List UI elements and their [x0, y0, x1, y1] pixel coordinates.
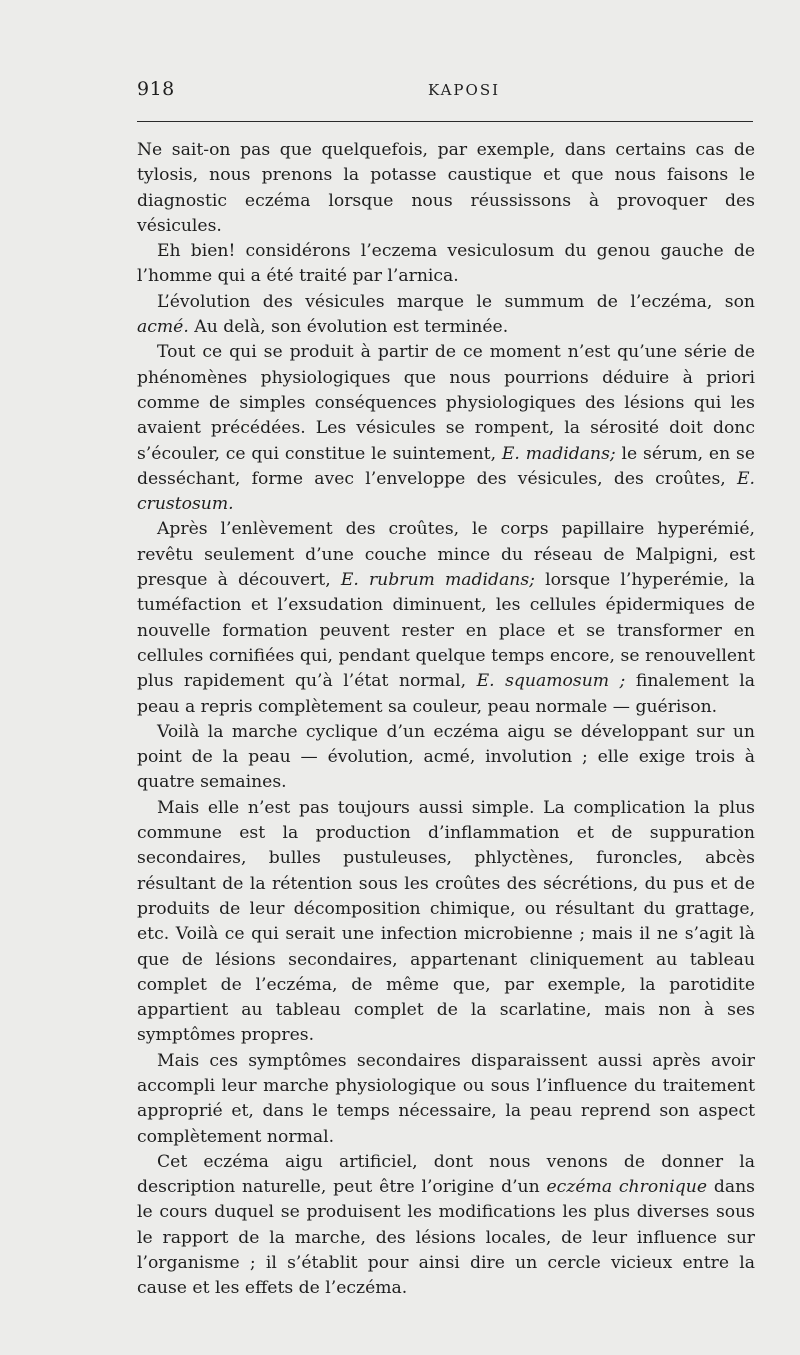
- text-run: Ne sait-on pas que quelquefois, par exemple, dans certains cas de tylosis, nous prenons la potasse caustique et que nous faisons le diagnostic eczéma lorsque nous réussissons à provoquer des vésicules.: [137, 140, 755, 236]
- paragraph: [137, 720, 755, 796]
- text-run: dans le cours duquel se produisent les modifications les plus diverses sous le rapport de la marche, des lésions locales, de leur influence sur l’organisme ; il s’établit pour ainsi dire un cercle vicieux entre la cause et les effets de l’eczéma.: [137, 1177, 755, 1299]
- paragraph: [137, 517, 755, 719]
- paragraph: [137, 1049, 755, 1150]
- paragraph: [137, 239, 755, 290]
- italic-term: eczéma chronique: [546, 1177, 707, 1198]
- text-run: Après l’enlèvement des croûtes, le corps papillaire hyperémié, revêtu seulement d’une couche mince du réseau de Malpigni, est presque à découvert,: [137, 519, 755, 591]
- header-rule: [137, 121, 753, 122]
- text-run: Eh bien! considérons l’eczema vesiculosum du genou gauche de l’homme qui a été traité par l’arnica.: [137, 241, 755, 287]
- paragraph: [137, 290, 755, 341]
- page-header: [137, 78, 755, 104]
- text-run: Mais ces symptômes secondaires disparaissent aussi après avoir accompli leur marche physiologique ou sous l’influence du traitement approprié et, dans le temps nécessaire, la peau reprend son aspect complètement normal.: [137, 1050, 755, 1147]
- running-head: KAPOSI: [428, 81, 501, 99]
- paragraph: [137, 796, 755, 1049]
- paragraph: [137, 138, 755, 239]
- text-run: Tout ce qui se produit à partir de ce moment n’est qu’une série de phénomènes physiologiques que nous pourrions déduire à priori comme de simples conséquences physiologiques des lésions qui les avaient précédées. Les vésicules se rompent, la sérosité doit donc s’écouler, ce qui constitue le suintement,: [137, 342, 755, 464]
- italic-term: acmé.: [137, 317, 189, 338]
- paragraph: [137, 1150, 755, 1302]
- body-text: [137, 138, 755, 1302]
- text-run: Au delà, son évolution est terminée.: [188, 317, 509, 338]
- italic-term: E. squamosum ;: [476, 671, 626, 692]
- text-run: Voilà la marche cyclique d’un eczéma aigu se développant sur un point de la peau — évolution, acmé, involution ; elle exige trois à quatre semaines.: [137, 721, 755, 793]
- page-number: 918: [137, 78, 175, 100]
- italic-term: E. crustosum.: [137, 468, 755, 515]
- text-run: finalement la peau a repris complètement sa couleur, peau normale — guérison.: [137, 671, 755, 717]
- italic-term: E. rubrum madidans;: [340, 570, 535, 591]
- text-run: L’évolution des vésicules marque le summum de l’eczéma, son: [157, 291, 755, 312]
- text-run: Mais elle n’est pas toujours aussi simple. La complication la plus commune est la production d’inflammation et de suppuration secondaires, bulles pustuleuses, phlyctènes, furoncles, abcès résultant de la rétention sous les croûtes des sécrétions, du pus et de produits de leur décomposition chimique, ou résultant du grattage, etc. Voilà ce qui serait une infection microbienne ; mais il ne s’agit là que de lésions secondaires, appartenant cliniquement au tableau complet de l’eczéma, de même que, par exemple, la parotidite appartient au tableau complet de la scarlatine, mais non à ses symptômes propres.: [137, 797, 755, 1046]
- text-run: le sérum, en se desséchant, forme avec l’enveloppe des vésicules, des croûtes,: [137, 443, 755, 489]
- paragraph: [137, 340, 755, 517]
- text-run: Cet eczéma aigu artificiel, dont nous venons de donner la description naturelle, peut être l’origine d’un: [137, 1151, 755, 1198]
- text-run: lorsque l’hyperémie, la tuméfaction et l’exsudation diminuent, les cellules épidermiques de nouvelle formation peuvent rester en place et se transformer en cellules cornifiées qui, pendant quelque temps encore, se renouvellent plus rapidement qu’à l’état normal,: [137, 570, 755, 692]
- italic-term: E. madidans;: [501, 443, 616, 464]
